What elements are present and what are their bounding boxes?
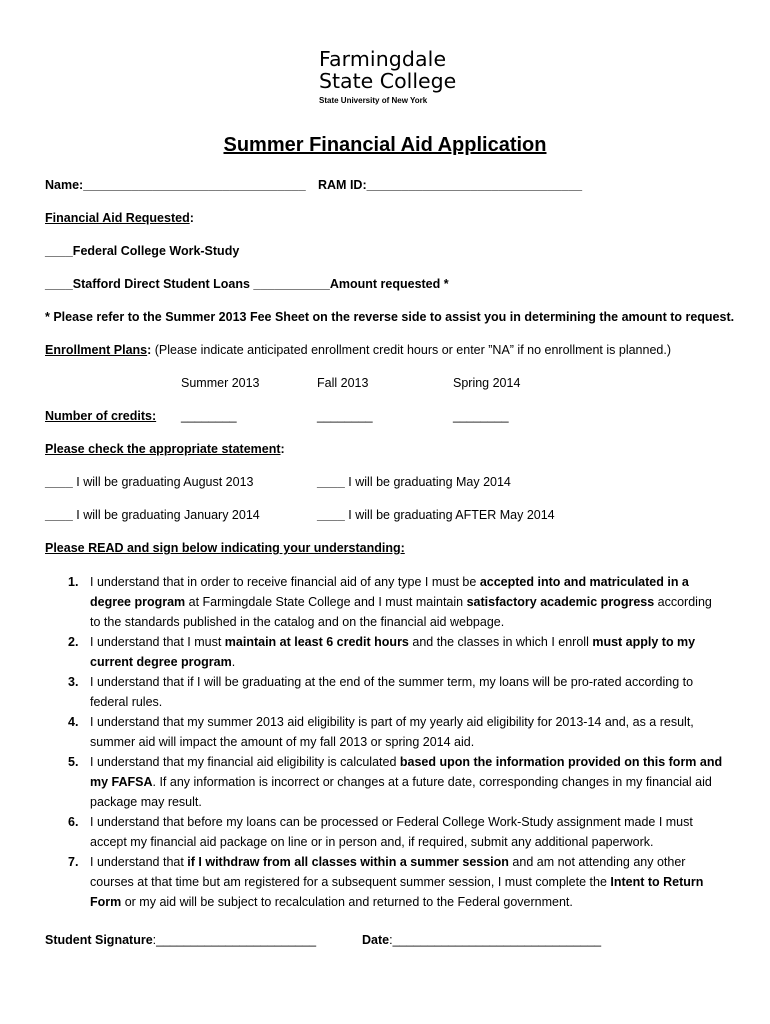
term-text: and the classes in which I enroll	[408, 635, 593, 649]
graduation-option-jan-2014[interactable]	[45, 508, 260, 522]
graduation-option-aug-2013[interactable]	[45, 475, 254, 489]
work-study-option[interactable]: ____Federal College Work-Study	[45, 244, 240, 258]
term-item	[45, 752, 725, 812]
student-signature-field[interactable]	[45, 933, 316, 947]
term-item	[45, 672, 725, 712]
graduation-option-text: I will be graduating August 2013	[72, 475, 254, 489]
logo-line1: Farmingdale	[319, 47, 447, 71]
graduation-option-after-may-2014[interactable]	[317, 508, 555, 522]
graduation-option-text: I will be graduating May 2014	[344, 475, 511, 489]
date-field[interactable]	[362, 933, 601, 947]
graduation-heading-colon: :	[280, 442, 285, 456]
term-emphasis: maintain at least 6 credit hours	[224, 635, 409, 649]
term-number: 4.	[68, 715, 79, 729]
term-text: .	[231, 655, 236, 669]
term-number: 6.	[68, 815, 79, 829]
term-text: or my aid will be subject to recalculation and returned to the Federal government.	[121, 895, 573, 909]
term-text: I understand that	[90, 855, 188, 869]
term-emphasis: accepted into and matriculated in a degree program	[90, 575, 689, 609]
term-number: 2.	[68, 635, 79, 649]
date-line[interactable]: :______________________________	[389, 933, 602, 947]
term-item	[45, 812, 725, 852]
graduation-blank[interactable]: ____	[317, 475, 345, 489]
term-text: I understand that if I will be graduating at the end of the summer term, my loans will be pro-rated according to federal rules.	[90, 675, 694, 709]
aid-requested-heading-text: Financial Aid Requested	[45, 211, 190, 225]
enrollment-instruction: (Please indicate anticipated enrollment credit hours or enter ”NA” if no enrollment is planned.)	[151, 343, 671, 357]
term-text: I understand that my financial aid eligibility is calculated	[90, 755, 400, 769]
term-number: 1.	[68, 575, 79, 589]
enrollment-plans	[45, 343, 671, 357]
term-emphasis: Intent to Return Form	[90, 875, 704, 909]
term-item	[45, 632, 725, 672]
date-label: Date	[362, 933, 390, 947]
term-text: I understand that in order to receive financial aid of any type I must be	[90, 575, 480, 589]
college-logo	[319, 48, 479, 107]
credits-summer-blank[interactable]: ________	[181, 409, 237, 423]
logo-subtitle: State University of New York	[319, 96, 428, 105]
term-item	[45, 852, 725, 912]
credits-label: Number of credits:	[45, 409, 157, 423]
term-text: at Farmingdale State College and I must maintain	[185, 595, 467, 609]
graduation-heading	[45, 442, 285, 456]
fee-sheet-note: * Please refer to the Summer 2013 Fee Sheet on the reverse side to assist you in determining the amount to request.	[45, 310, 735, 324]
term-summer-2013: Summer 2013	[181, 376, 260, 390]
graduation-blank[interactable]: ____	[317, 508, 345, 522]
term-number: 7.	[68, 855, 79, 869]
name-field[interactable]: Name:________________________________	[45, 178, 306, 192]
term-text: I understand that before my loans can be processed or Federal College Work-Study assignment made I must accept my financial aid package on line or in person and, if required, submit any additional paperwork.	[90, 815, 693, 849]
graduation-option-may-2014[interactable]	[317, 475, 511, 489]
enrollment-heading-colon: :	[147, 343, 152, 357]
aid-requested-heading-colon: :	[189, 211, 194, 225]
page-title: Summer Financial Aid Application	[223, 134, 547, 156]
credits-fall-blank[interactable]: ________	[317, 409, 373, 423]
term-text: I understand that my summer 2013 aid eligibility is part of my yearly aid eligibility for 2013-14 and, as a result, summer aid will impact the amount of my fall 2013 or spring 2014 aid.	[90, 715, 694, 749]
term-emphasis: if I withdraw from all classes within a summer session	[187, 855, 509, 869]
term-item	[45, 712, 725, 752]
graduation-heading-text: Please check the appropriate statement	[45, 442, 281, 456]
term-emphasis: based upon the information provided on this form and my FAFSA	[90, 755, 723, 789]
terms-list	[45, 572, 725, 912]
term-emphasis: must apply to my current degree program	[90, 635, 696, 669]
term-emphasis: satisfactory academic progress	[466, 595, 655, 609]
term-text: . If any information is incorrect or changes at a future date, corresponding changes in my financial aid package may result.	[90, 775, 712, 809]
term-item	[45, 572, 725, 632]
signature-line[interactable]: :_______________________	[152, 933, 317, 947]
term-number: 3.	[68, 675, 79, 689]
logo-line2: State College	[319, 69, 457, 93]
credits-spring-blank[interactable]: ________	[453, 409, 509, 423]
aid-requested-heading	[45, 211, 194, 225]
graduation-option-text: I will be graduating AFTER May 2014	[344, 508, 555, 522]
enrollment-heading: Enrollment Plans	[45, 343, 148, 357]
signature-label: Student Signature	[45, 933, 153, 947]
term-spring-2014: Spring 2014	[453, 376, 521, 390]
graduation-option-text: I will be graduating January 2014	[72, 508, 260, 522]
understanding-heading: Please READ and sign below indicating your understanding:	[45, 541, 405, 555]
term-number: 5.	[68, 755, 79, 769]
term-text: according to the standards published in the catalog and on the financial aid webpage.	[90, 595, 712, 629]
term-text: and am not attending any other courses at that time but am registered for a subsequent summer session, I must complete the	[90, 855, 686, 889]
term-fall-2013: Fall 2013	[317, 376, 369, 390]
graduation-blank[interactable]: ____	[45, 475, 73, 489]
graduation-blank[interactable]: ____	[45, 508, 73, 522]
term-text: I understand that I must	[90, 635, 225, 649]
stafford-loans-option[interactable]: ____Stafford Direct Student Loans ___________Amount requested *	[45, 277, 449, 291]
ram-id-field[interactable]: RAM ID:_______________________________	[318, 178, 583, 192]
